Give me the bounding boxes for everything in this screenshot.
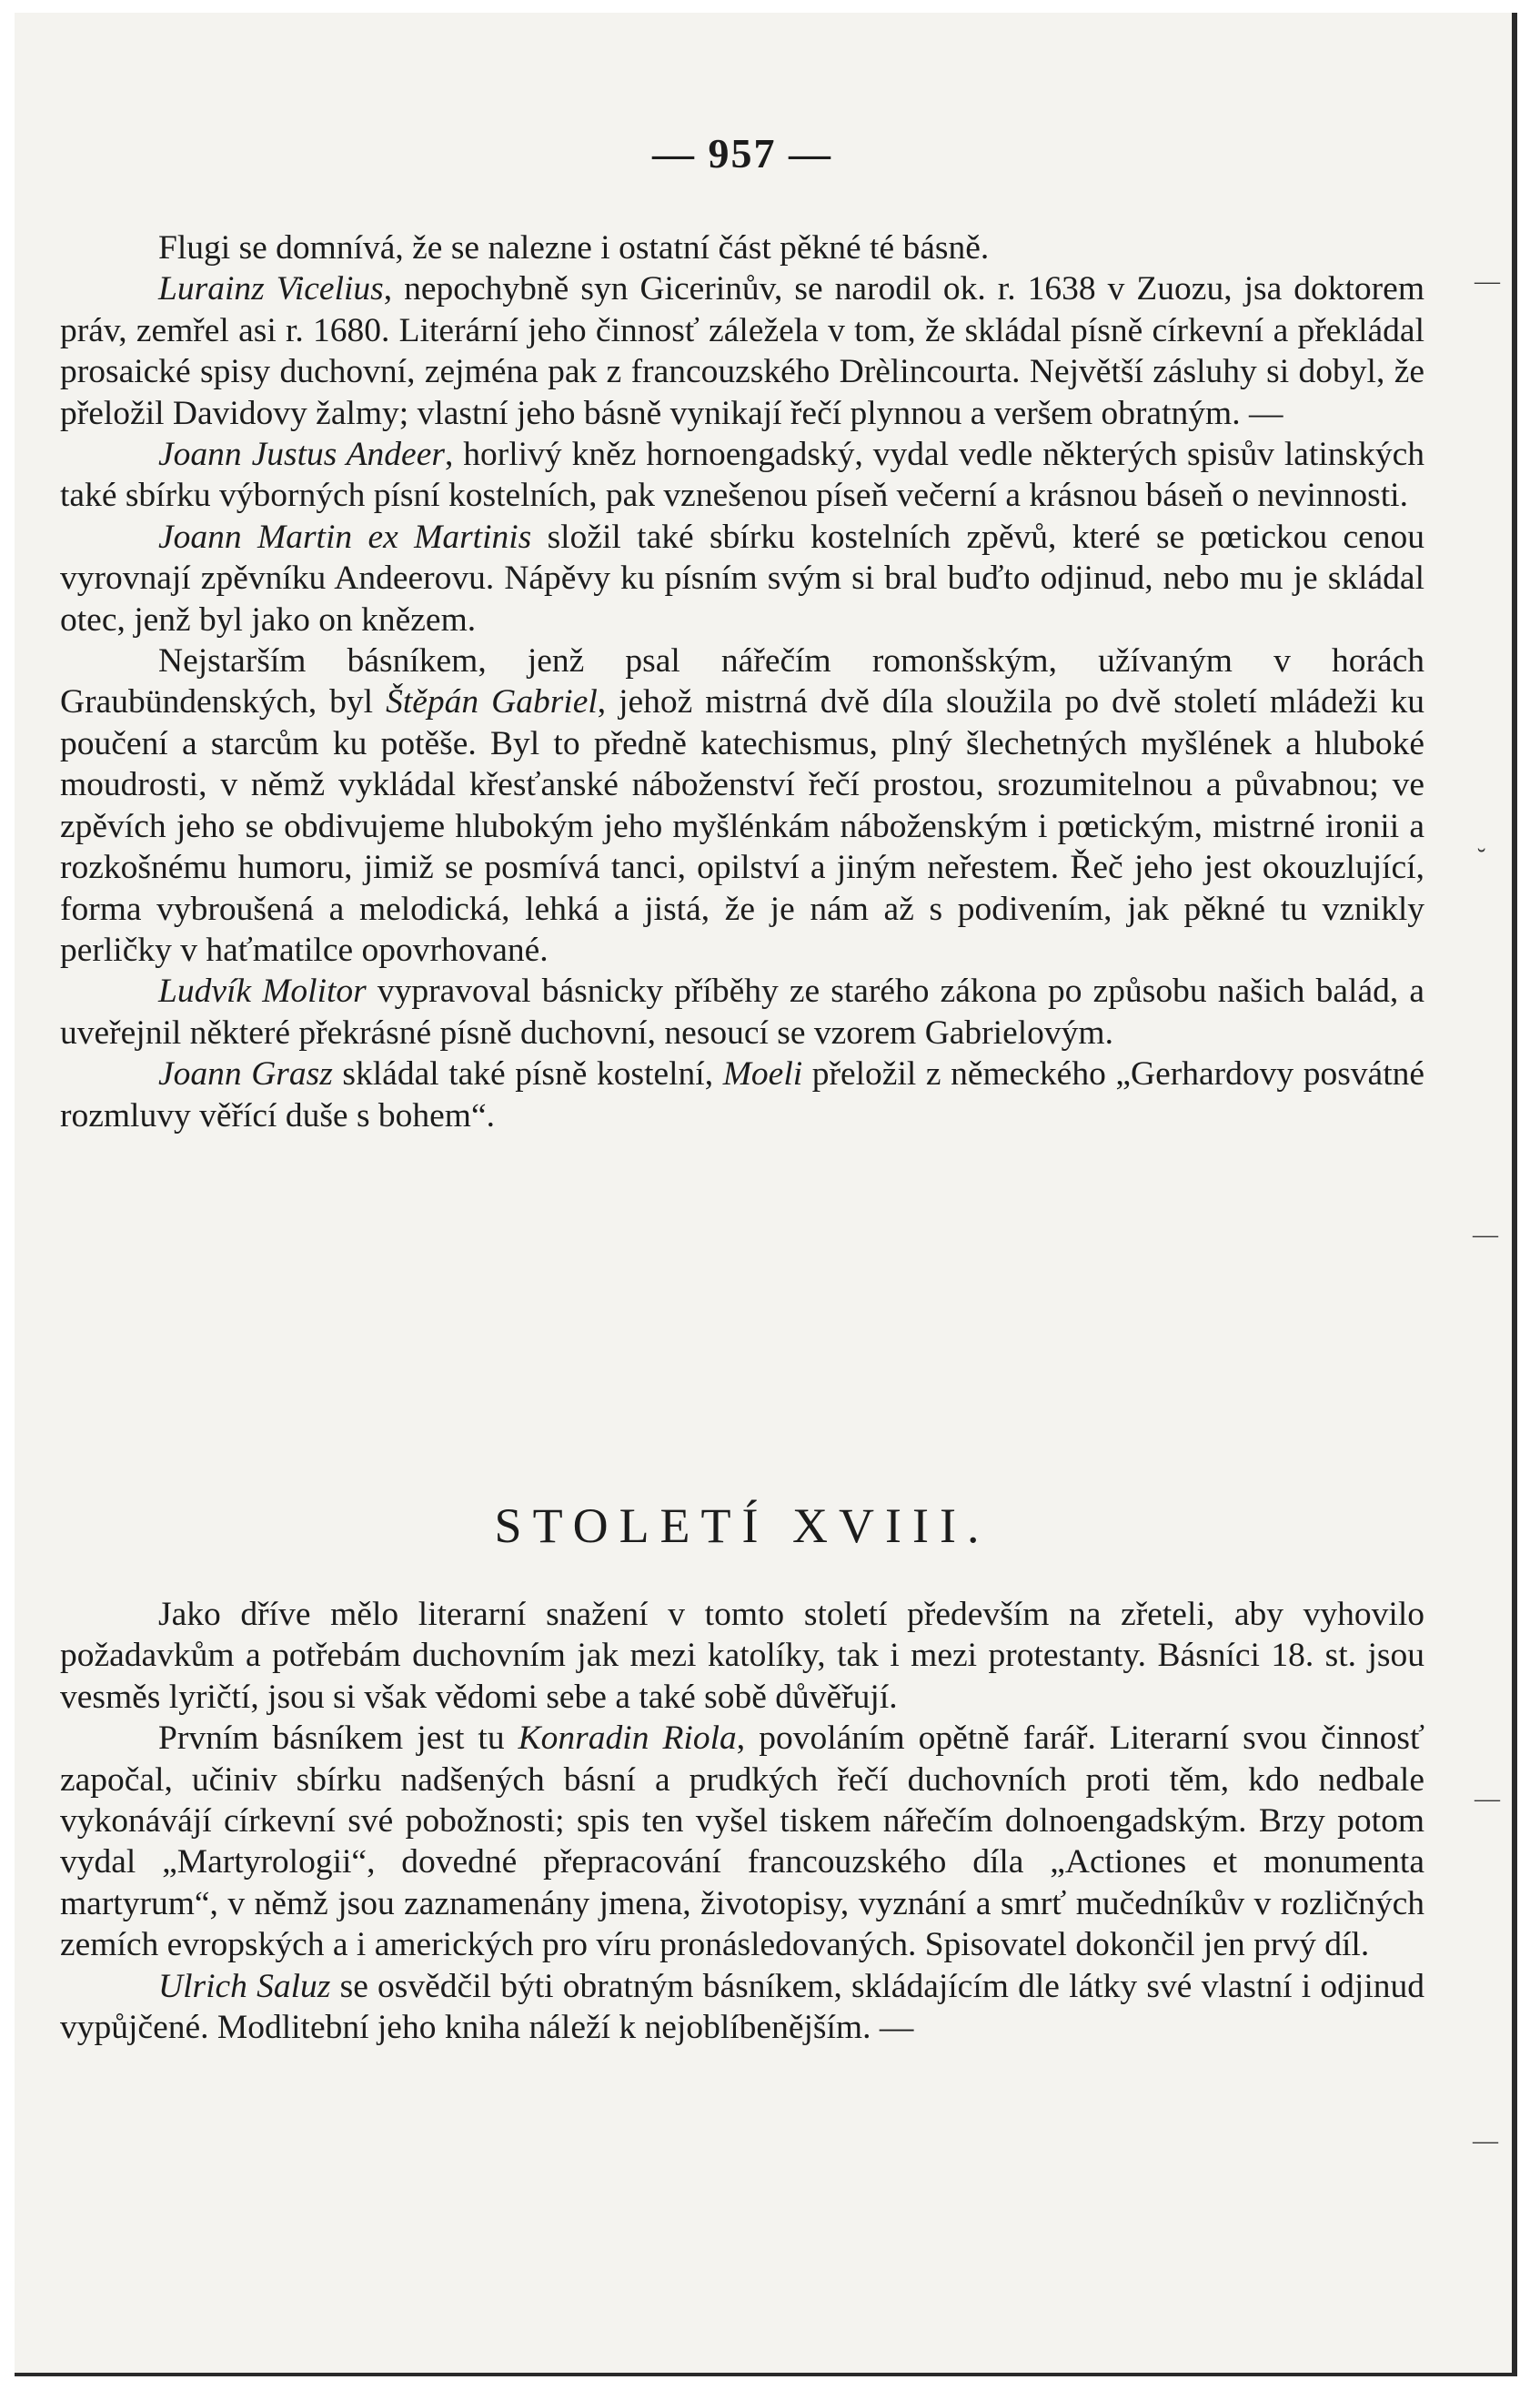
text-run: skládal také písně kostelní, xyxy=(332,1055,723,1094)
margin-mark: — xyxy=(1475,267,1500,296)
text-run: složil také sbírku kostelních zpěvů, které se pœtickou cenou vyrovnají zpěvníku Andeerovu. Nápěvy ku písním svým si bral buďto odjinud, nebo mu je skládal otec, jenž byl jako on knězem. xyxy=(60,518,1424,639)
body-text-before-heading xyxy=(60,227,1424,1136)
paragraph xyxy=(60,1718,1424,1965)
paragraph xyxy=(60,268,1424,434)
margin-mark: — xyxy=(1473,1221,1498,1249)
paragraph xyxy=(60,1594,1424,1718)
text-run: , nepochybně syn Gicerinův, se narodil ok. r. 1638 v Zuozu, jsa doktorem práv, zemřel asi r. 1680. Literární jeho činnosť záležela v tom, že skládal písně církevní a překládal prosaické spisy duchovní, zejména pak z francouzského Drèlincourta. Největší zásluhy si dobyl, že přeložil Davidovy žalmy; vlastní jeho básně vynikají řečí plynnou a veršem obratným. — xyxy=(60,270,1424,432)
paragraph xyxy=(60,640,1424,971)
text-run: , jehož mistrná dvě díla sloužila po dvě století mládeži ku poučení a starcům ku potěše. Byl to předně katechismus, plný šlechetných myšlének a hluboké moudrosti, v němž vykládal křesťanské náboženství řečí prostou, srozumitelnou a půvabnou; ve zpěvích jeho se obdivujeme hlubokým jeho myšlénkám náboženským i pœtickým, mistrné ironii a rozkošnému humoru, jimiž se posmívá tanci, opilství a jiným neřestem. Řeč jeho jest okouzlující, forma vybroušená a melodická, lehká a jistá, že je nám až s podivením, jak pěkné tu vznikly perličky v haťmatilce opovrhované. xyxy=(60,683,1424,969)
author-name: Joann Grasz xyxy=(158,1055,333,1094)
author-name: Ulrich Saluz xyxy=(158,1967,331,2005)
paragraph xyxy=(60,1966,1424,2049)
paragraph xyxy=(60,517,1424,640)
margin-mark: — xyxy=(1473,2127,1498,2155)
author-name: Ludvík Molitor xyxy=(158,973,367,1011)
text-run: vypravoval básnicky příběhy ze starého zákona po způsobu našich balád, a uveřejnil některé překrásné písně duchovní, nesoucí se vzorem Gabrielovým. xyxy=(60,973,1424,1052)
text-run: Jako dříve mělo literarní snažení v tomto století především na zřeteli, aby vyhovilo požadavkům a potřebám duchovním jak mezi katolíky, tak i mezi protestanty. Básníci 18. st. jsou vesměs lyričtí, jsou si však vědomi sebe a také sobě důvěřují. xyxy=(60,1596,1424,1716)
body-text-after-heading xyxy=(60,1594,1424,2048)
author-name: Konradin Riola xyxy=(518,1719,737,1758)
margin-mark: ˘ xyxy=(1477,844,1486,872)
text-run: , horlivý kněz hornoengadský, vydal vedle některých spisův latinských také sbírku výborných písní kostelních, pak vznešenou píseň večerní a krásnou báseň o nevinnosti. xyxy=(60,436,1424,515)
paragraph xyxy=(60,971,1424,1054)
text-run: , povoláním opětně farář. Literarní svou činnosť započal, učiniv sbírku nadšených básní a prudkých řečí duchovních proti těm, kdo nedbale vykonávájí církevní své pobožnosti; spis ten vyšel tiskem nářečím dolnoengadským. Brzy potom vydal „Martyrologii“, dovedné přepracování francouzského díla „Actiones et monumenta martyrum“, v němž jsou zaznamenány jmena, životopisy, vyznání a smrť mučedníkův v rozličných zemích evropských a i amerických pro víru pronásledovaných. Spisovatel dokončil jen prvý díl. xyxy=(60,1719,1424,1964)
margin-mark: — xyxy=(1475,1785,1500,1813)
text-run: Nejstarším básníkem, jenž psal nářečím romonšským, užívaným v horách Graubündenských, byl xyxy=(60,642,1424,721)
text-run: se osvědčil býti obratným básníkem, skládajícím dle látky své vlastní i odjinud vypůjčené. Modlitební jeho kniha náleží k nejoblíbenějším. — xyxy=(60,1967,1424,2047)
author-name: Joann Justus Andeer xyxy=(158,436,445,474)
section-heading: STOLETÍ XVIII. xyxy=(494,1498,991,1553)
paragraph xyxy=(60,227,1424,268)
paragraph xyxy=(60,434,1424,517)
text-run: Prvním básníkem jest tu xyxy=(158,1719,518,1758)
text-run: Flugi se domnívá, že se nalezne i ostatní část pěkné té básně. xyxy=(158,229,990,267)
author-name: Lurainz Vicelius xyxy=(158,270,384,308)
book-page xyxy=(15,13,1517,2376)
author-name: Štěpán Gabriel xyxy=(386,683,598,721)
paragraph xyxy=(60,1054,1424,1136)
text-run: přeložil z německého „Gerhardovy posvátné rozmluvy věřící duše s bohem“. xyxy=(60,1055,1425,1134)
author-name: Moeli xyxy=(722,1055,803,1094)
page-number: — 957 — xyxy=(652,130,832,176)
author-name: Joann Martin ex Martinis xyxy=(158,518,532,556)
